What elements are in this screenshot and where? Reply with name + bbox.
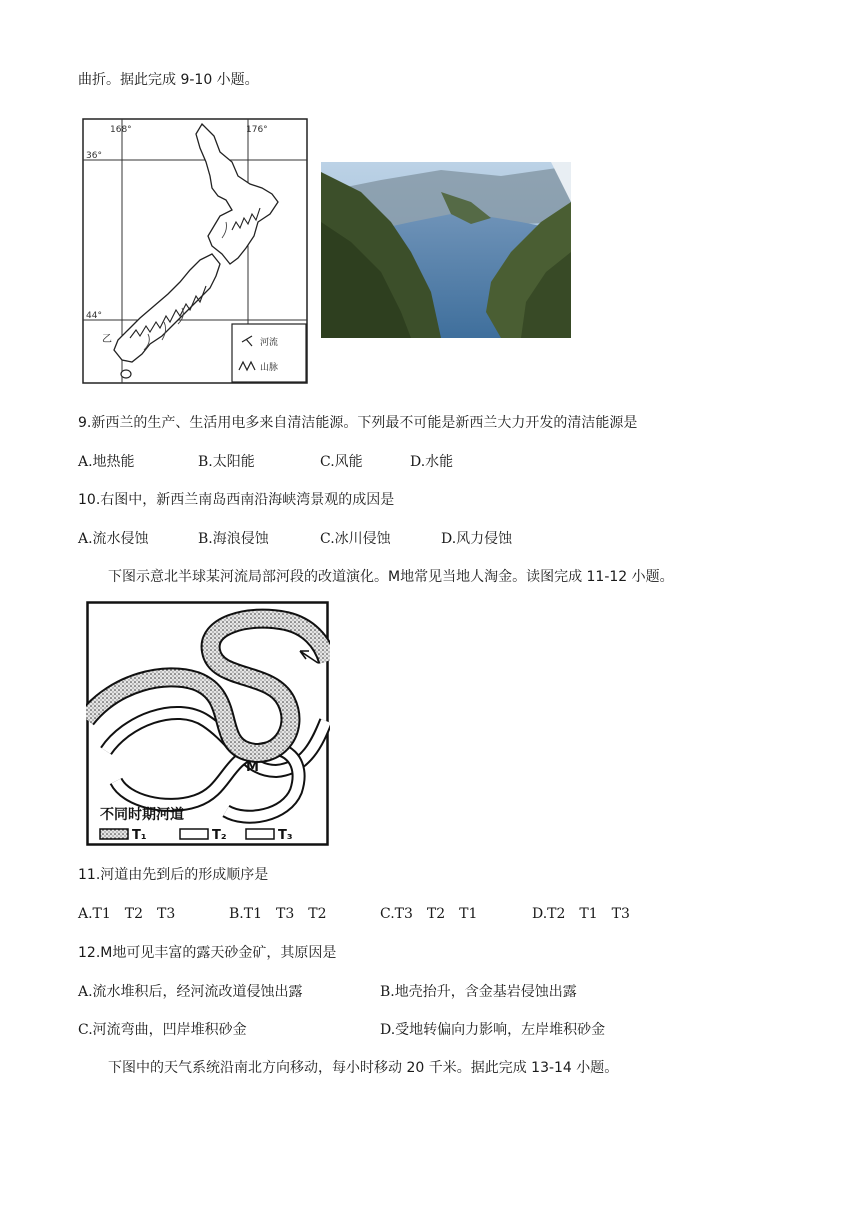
q10-option-d[interactable]: D.风力侵蚀 bbox=[441, 531, 513, 547]
q11-option-c[interactable]: C.T3 T2 T1 bbox=[380, 906, 478, 922]
new-zealand-map bbox=[82, 118, 312, 386]
lat-44-label: 44° bbox=[86, 311, 102, 321]
q10-option-a[interactable]: A.流水侵蚀 bbox=[78, 531, 149, 547]
legend-t2-label: T₂ bbox=[212, 828, 227, 843]
question-12-stem: 12.M地可见丰富的露天砂金矿，其原因是 bbox=[78, 945, 337, 961]
legend-t3-label: T₃ bbox=[278, 828, 293, 843]
legend-river-label: 河流 bbox=[260, 338, 279, 348]
q9-option-d[interactable]: D.水能 bbox=[410, 454, 454, 470]
lon-168-label: 168° bbox=[110, 125, 132, 135]
q12-option-a[interactable]: A.流水堆积后，经河流改道侵蚀出露 bbox=[78, 984, 303, 1000]
question-9-stem: 9.新西兰的生产、生活用电多来自清洁能源。下列最不可能是新西兰大力开发的清洁能源是 bbox=[78, 415, 638, 431]
q10-option-b[interactable]: B.海浪侵蚀 bbox=[198, 531, 269, 547]
q11-option-a[interactable]: A.T1 T2 T3 bbox=[78, 906, 176, 922]
q11-option-b[interactable]: B.T1 T3 T2 bbox=[229, 906, 327, 922]
q12-option-c[interactable]: C.河流弯曲，凹岸堆积砂金 bbox=[78, 1022, 247, 1038]
q9-option-c[interactable]: C.风能 bbox=[320, 454, 363, 470]
intro-text-13-14: 下图中的天气系统沿南北方向移动，每小时移动 20 千米。据此完成 13-14 小题。 bbox=[108, 1060, 619, 1076]
q10-option-c[interactable]: C.冰川侵蚀 bbox=[320, 531, 391, 547]
point-m-label: M bbox=[246, 760, 259, 775]
legend-title: 不同时期河道 bbox=[100, 807, 184, 823]
river-channel-diagram bbox=[86, 601, 330, 847]
lat-36-label: 36° bbox=[86, 151, 102, 161]
q9-option-a[interactable]: A.地热能 bbox=[78, 454, 135, 470]
q12-option-b[interactable]: B.地壳抬升，含金基岩侵蚀出露 bbox=[380, 984, 577, 1000]
q9-option-b[interactable]: B.太阳能 bbox=[198, 454, 255, 470]
legend-mountain-label: 山脉 bbox=[260, 363, 279, 373]
point-yi-label: 乙 bbox=[102, 334, 112, 345]
q12-option-d[interactable]: D.受地转偏向力影响，左岸堆积砂金 bbox=[380, 1022, 606, 1038]
fjord-photo bbox=[321, 162, 571, 338]
legend-t1-label: T₁ bbox=[132, 828, 147, 843]
question-11-stem: 11.河道由先到后的形成顺序是 bbox=[78, 867, 269, 883]
intro-text-9-10: 曲折。据此完成 9-10 小题。 bbox=[78, 72, 259, 88]
intro-text-11-12: 下图示意北半球某河流局部河段的改道演化。M地常见当地人淘金。读图完成 11-12 小题。 bbox=[108, 569, 674, 585]
q11-option-d[interactable]: D.T2 T1 T3 bbox=[532, 906, 630, 922]
question-10-stem: 10.右图中，新西兰南岛西南沿海峡湾景观的成因是 bbox=[78, 492, 395, 508]
lon-176-label: 176° bbox=[246, 125, 268, 135]
